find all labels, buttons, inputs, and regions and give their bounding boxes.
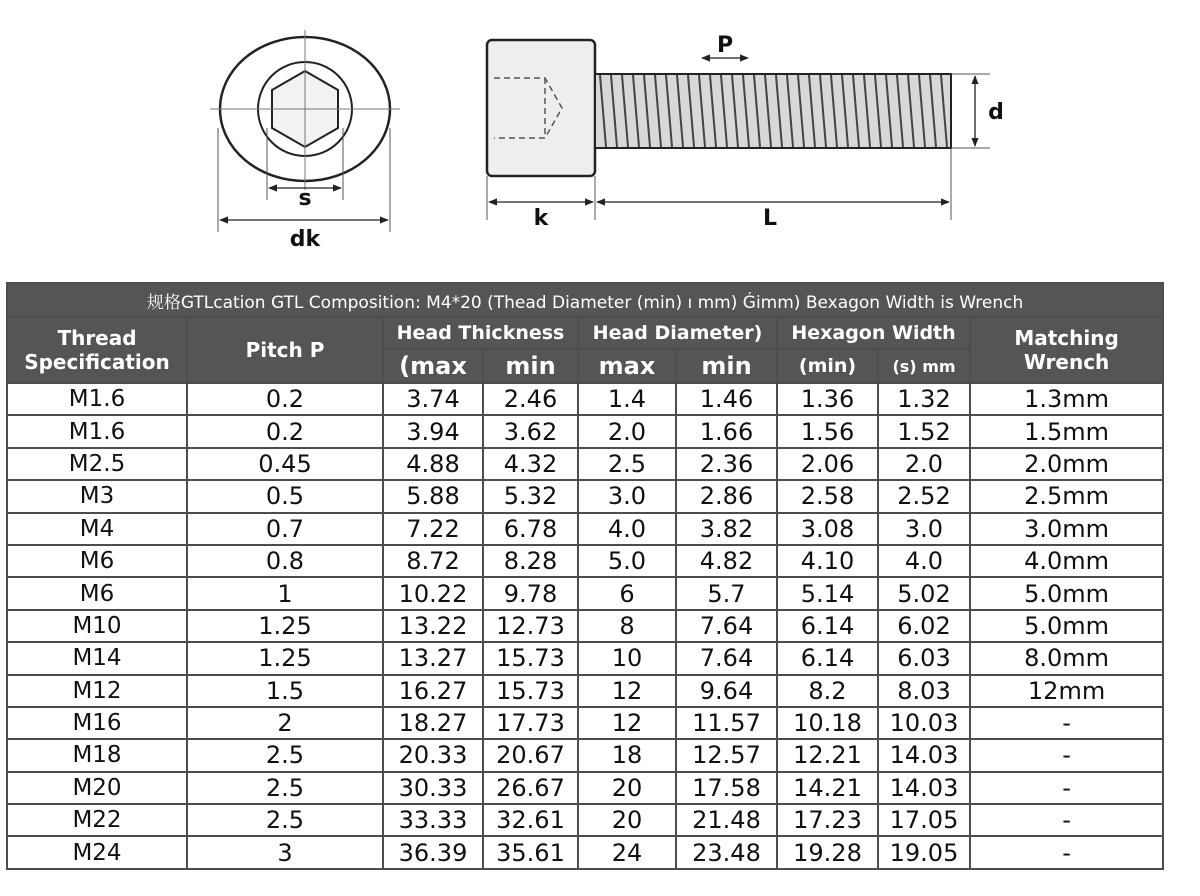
cell-pitch: 1	[187, 577, 383, 609]
cell-matching-wrench: 1.3mm	[970, 383, 1163, 415]
cell-matching-wrench: 3.0mm	[970, 513, 1163, 545]
table-row	[7, 415, 1163, 447]
cell-hex-width-s: 10.03	[878, 707, 970, 739]
table-row	[7, 772, 1163, 804]
cell-thread-spec: M3	[7, 480, 187, 512]
cell-head-thickness-min: 5.32	[483, 480, 578, 512]
col-thread-spec	[7, 317, 187, 383]
cell-hex-width-s: 19.05	[878, 836, 970, 868]
col-head-thickness-min: min	[483, 349, 578, 383]
cell-matching-wrench: -	[970, 836, 1163, 868]
table-row	[7, 480, 1163, 512]
cell-matching-wrench: 12mm	[970, 675, 1163, 707]
cell-head-thickness-max: 3.94	[383, 415, 483, 447]
cell-matching-wrench: 4.0mm	[970, 545, 1163, 577]
table-row	[7, 836, 1163, 868]
cell-hex-width-s: 14.03	[878, 772, 970, 804]
cell-pitch: 1.25	[187, 642, 383, 674]
screw-technical-drawing	[0, 0, 1200, 262]
table-row	[7, 545, 1163, 577]
screw-side-view	[487, 40, 990, 220]
cell-matching-wrench: -	[970, 804, 1163, 836]
cell-head-thickness-min: 26.67	[483, 772, 578, 804]
table-row	[7, 707, 1163, 739]
table-row	[7, 513, 1163, 545]
cell-head-diameter-max: 5.0	[578, 545, 676, 577]
cell-head-diameter-max: 20	[578, 772, 676, 804]
cell-hex-width-s: 6.03	[878, 642, 970, 674]
cell-head-thickness-max: 18.27	[383, 707, 483, 739]
cell-matching-wrench: -	[970, 772, 1163, 804]
cell-head-diameter-max: 24	[578, 836, 676, 868]
cell-hex-width-min: 14.21	[777, 772, 878, 804]
table-row	[7, 642, 1163, 674]
cell-pitch: 0.5	[187, 480, 383, 512]
col-matching-wrench	[970, 317, 1163, 383]
cell-head-thickness-min: 8.28	[483, 545, 578, 577]
cell-head-diameter-max: 12	[578, 707, 676, 739]
cell-head-thickness-max: 36.39	[383, 836, 483, 868]
cell-head-thickness-min: 32.61	[483, 804, 578, 836]
cell-head-diameter-min: 12.57	[676, 739, 777, 771]
cell-matching-wrench: -	[970, 739, 1163, 771]
cell-thread-spec: M1.6	[7, 415, 187, 447]
cell-thread-spec: M18	[7, 739, 187, 771]
cell-head-thickness-min: 12.73	[483, 610, 578, 642]
table-row	[7, 577, 1163, 609]
cell-pitch: 0.45	[187, 448, 383, 480]
cell-hex-width-s: 2.0	[878, 448, 970, 480]
cell-thread-spec: M1.6	[7, 383, 187, 415]
label-d: d	[988, 100, 1004, 125]
cell-hex-width-s: 5.02	[878, 577, 970, 609]
cell-matching-wrench: 1.5mm	[970, 415, 1163, 447]
cell-head-thickness-min: 20.67	[483, 739, 578, 771]
cell-head-thickness-max: 13.27	[383, 642, 483, 674]
cell-head-thickness-min: 15.73	[483, 675, 578, 707]
cell-pitch: 0.2	[187, 383, 383, 415]
cell-matching-wrench: 5.0mm	[970, 577, 1163, 609]
cell-hex-width-s: 4.0	[878, 545, 970, 577]
cell-head-thickness-min: 4.32	[483, 448, 578, 480]
label-s: s	[298, 186, 312, 211]
cell-head-diameter-min: 17.58	[676, 772, 777, 804]
col-head-diameter: Head Diameter)	[578, 317, 777, 349]
table-row	[7, 739, 1163, 771]
cell-head-diameter-max: 18	[578, 739, 676, 771]
cell-thread-spec: M20	[7, 772, 187, 804]
cell-hex-width-min: 2.06	[777, 448, 878, 480]
cell-hex-width-min: 12.21	[777, 739, 878, 771]
cell-thread-spec: M16	[7, 707, 187, 739]
cell-hex-width-s: 17.05	[878, 804, 970, 836]
cell-hex-width-min: 17.23	[777, 804, 878, 836]
cell-head-diameter-max: 3.0	[578, 480, 676, 512]
cell-hex-width-min: 1.36	[777, 383, 878, 415]
cell-hex-width-s: 2.52	[878, 480, 970, 512]
cell-matching-wrench: 8.0mm	[970, 642, 1163, 674]
cell-hex-width-min: 8.2	[777, 675, 878, 707]
cell-hex-width-s: 1.52	[878, 415, 970, 447]
cell-pitch: 1.5	[187, 675, 383, 707]
cell-hex-width-min: 6.14	[777, 642, 878, 674]
cell-head-diameter-min: 11.57	[676, 707, 777, 739]
cell-head-thickness-max: 5.88	[383, 480, 483, 512]
cell-head-diameter-min: 1.66	[676, 415, 777, 447]
cell-head-diameter-min: 9.64	[676, 675, 777, 707]
cell-head-thickness-min: 17.73	[483, 707, 578, 739]
cell-head-diameter-max: 2.5	[578, 448, 676, 480]
cell-head-diameter-max: 8	[578, 610, 676, 642]
cell-pitch: 3	[187, 836, 383, 868]
specification-table	[6, 282, 1164, 870]
cell-thread-spec: M24	[7, 836, 187, 868]
cell-head-thickness-max: 3.74	[383, 383, 483, 415]
cell-head-diameter-min: 21.48	[676, 804, 777, 836]
cell-thread-spec: M12	[7, 675, 187, 707]
cell-thread-spec: M6	[7, 545, 187, 577]
cell-head-diameter-max: 4.0	[578, 513, 676, 545]
cell-head-diameter-max: 20	[578, 804, 676, 836]
col-head-thickness-max: (max	[383, 349, 483, 383]
cell-thread-spec: M6	[7, 577, 187, 609]
table-row	[7, 448, 1163, 480]
cell-thread-spec: M2.5	[7, 448, 187, 480]
cell-head-thickness-max: 33.33	[383, 804, 483, 836]
cell-head-diameter-max: 1.4	[578, 383, 676, 415]
cell-head-diameter-min: 7.64	[676, 642, 777, 674]
cell-head-thickness-min: 35.61	[483, 836, 578, 868]
cell-head-thickness-max: 16.27	[383, 675, 483, 707]
cell-thread-spec: M4	[7, 513, 187, 545]
col-head-diameter-max: max	[578, 349, 676, 383]
label-k: k	[533, 206, 549, 231]
cell-pitch: 1.25	[187, 610, 383, 642]
col-hexagon-width: Hexagon Width	[777, 317, 970, 349]
table-row	[7, 804, 1163, 836]
table-caption: 规格GTLcation GTL Composition: M4*20 (Thead Diameter (min) ı mm) Ǵimm) Bexagon Width is Wrench	[7, 283, 1163, 317]
cell-pitch: 2	[187, 707, 383, 739]
cell-head-thickness-max: 30.33	[383, 772, 483, 804]
table-row	[7, 675, 1163, 707]
cell-head-thickness-max: 20.33	[383, 739, 483, 771]
cell-head-diameter-min: 2.36	[676, 448, 777, 480]
cell-hex-width-s: 14.03	[878, 739, 970, 771]
cell-hex-width-min: 6.14	[777, 610, 878, 642]
cell-head-thickness-max: 4.88	[383, 448, 483, 480]
cell-head-diameter-min: 4.82	[676, 545, 777, 577]
col-wrench-line1: Matching	[1014, 326, 1119, 350]
cell-head-diameter-min: 1.46	[676, 383, 777, 415]
cell-pitch: 2.5	[187, 739, 383, 771]
cell-head-thickness-min: 3.62	[483, 415, 578, 447]
cell-hex-width-min: 5.14	[777, 577, 878, 609]
table-body	[7, 383, 1163, 869]
cell-head-diameter-max: 2.0	[578, 415, 676, 447]
cell-hex-width-min: 4.10	[777, 545, 878, 577]
col-hex-width-min: (min)	[777, 349, 878, 383]
cell-head-thickness-max: 8.72	[383, 545, 483, 577]
cell-hex-width-s: 1.32	[878, 383, 970, 415]
cell-hex-width-min: 3.08	[777, 513, 878, 545]
label-l: L	[762, 206, 778, 231]
cell-hex-width-s: 3.0	[878, 513, 970, 545]
cell-pitch: 2.5	[187, 772, 383, 804]
cell-matching-wrench: -	[970, 707, 1163, 739]
cell-head-diameter-min: 23.48	[676, 836, 777, 868]
cell-matching-wrench: 2.5mm	[970, 480, 1163, 512]
cell-head-diameter-min: 7.64	[676, 610, 777, 642]
cell-head-diameter-min: 3.82	[676, 513, 777, 545]
cell-hex-width-s: 8.03	[878, 675, 970, 707]
cell-hex-width-min: 19.28	[777, 836, 878, 868]
cell-head-diameter-min: 5.7	[676, 577, 777, 609]
col-pitch: Pitch P	[187, 317, 383, 383]
cell-thread-spec: M14	[7, 642, 187, 674]
cell-hex-width-min: 1.56	[777, 415, 878, 447]
cell-hex-width-s: 6.02	[878, 610, 970, 642]
cell-hex-width-min: 2.58	[777, 480, 878, 512]
cell-pitch: 2.5	[187, 804, 383, 836]
col-hex-width-s: (s) mm	[878, 349, 970, 383]
cell-head-diameter-max: 12	[578, 675, 676, 707]
cell-head-thickness-min: 15.73	[483, 642, 578, 674]
cell-head-thickness-max: 13.22	[383, 610, 483, 642]
cell-matching-wrench: 2.0mm	[970, 448, 1163, 480]
cell-pitch: 0.8	[187, 545, 383, 577]
cell-head-diameter-min: 2.86	[676, 480, 777, 512]
table-row	[7, 610, 1163, 642]
table-row	[7, 383, 1163, 415]
cell-pitch: 0.2	[187, 415, 383, 447]
cell-head-thickness-min: 6.78	[483, 513, 578, 545]
cell-head-diameter-max: 10	[578, 642, 676, 674]
col-thread-spec-line1: Thread	[57, 326, 137, 350]
cell-thread-spec: M10	[7, 610, 187, 642]
cell-matching-wrench: 5.0mm	[970, 610, 1163, 642]
cell-head-diameter-max: 6	[578, 577, 676, 609]
col-head-thickness: Head Thickness	[383, 317, 578, 349]
col-wrench-line2: Wrench	[1023, 350, 1110, 374]
cell-thread-spec: M22	[7, 804, 187, 836]
cell-head-thickness-max: 10.22	[383, 577, 483, 609]
cell-head-thickness-max: 7.22	[383, 513, 483, 545]
col-thread-spec-line2: Specification	[24, 350, 170, 374]
cell-head-thickness-min: 2.46	[483, 383, 578, 415]
cell-hex-width-min: 10.18	[777, 707, 878, 739]
cell-head-thickness-min: 9.78	[483, 577, 578, 609]
col-head-diameter-min: min	[676, 349, 777, 383]
label-p: P	[716, 33, 734, 58]
cell-pitch: 0.7	[187, 513, 383, 545]
label-dk: dk	[289, 227, 321, 252]
